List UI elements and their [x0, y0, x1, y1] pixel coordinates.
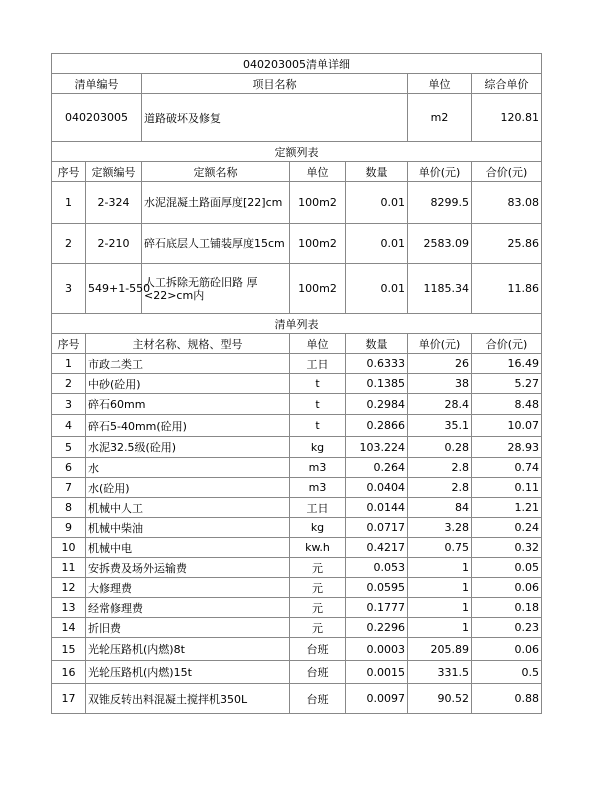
quota-col-name: 定额名称: [142, 162, 290, 182]
material-no: 10: [52, 538, 86, 558]
quota-qty: 0.01: [346, 224, 408, 264]
quota-col-qty: 数量: [346, 162, 408, 182]
material-name: 大修理费: [86, 578, 290, 598]
quota-col-code: 定额编号: [86, 162, 142, 182]
quota-price: 1185.34: [408, 264, 472, 314]
item-name-header: 项目名称: [142, 74, 408, 94]
material-no: 15: [52, 638, 86, 661]
material-name: 碎石5-40mm(砼用): [86, 415, 290, 437]
material-row: [52, 394, 542, 415]
quota-col-price: 单价(元): [408, 162, 472, 182]
material-price: 38: [408, 374, 472, 394]
quota-header-row: [52, 162, 542, 182]
material-total: 10.07: [472, 415, 542, 437]
material-no: 17: [52, 684, 86, 714]
title-row: [52, 54, 542, 74]
materials-header-row: [52, 334, 542, 354]
material-price: 0.28: [408, 437, 472, 458]
material-no: 6: [52, 458, 86, 478]
material-price: 3.28: [408, 518, 472, 538]
quota-col-unit: 单位: [290, 162, 346, 182]
material-row: [52, 618, 542, 638]
material-name: 安拆费及场外运输费: [86, 558, 290, 578]
material-qty: 0.2984: [346, 394, 408, 415]
material-no: 3: [52, 394, 86, 415]
quota-code: 2-324: [86, 182, 142, 224]
material-total: 0.23: [472, 618, 542, 638]
material-name: 水泥32.5级(砼用): [86, 437, 290, 458]
material-qty: 0.2296: [346, 618, 408, 638]
material-no: 1: [52, 354, 86, 374]
material-price: 1: [408, 558, 472, 578]
material-row: [52, 538, 542, 558]
material-total: 0.88: [472, 684, 542, 714]
material-price: 0.75: [408, 538, 472, 558]
material-unit: m3: [290, 478, 346, 498]
material-name: 市政二类工: [86, 354, 290, 374]
material-qty: 0.0404: [346, 478, 408, 498]
quota-price: 8299.5: [408, 182, 472, 224]
material-price: 2.8: [408, 458, 472, 478]
material-no: 8: [52, 498, 86, 518]
material-total: 0.24: [472, 518, 542, 538]
material-row: [52, 354, 542, 374]
materials-section-title: 清单列表: [52, 314, 542, 334]
item-row: [52, 94, 542, 142]
quota-name: 水泥混凝土路面厚度[22]cm: [142, 182, 290, 224]
quota-name: 人工拆除无筋砼旧路 厚<22>cm内: [142, 264, 290, 314]
quota-price: 2583.09: [408, 224, 472, 264]
quota-name: 碎石底层人工铺装厚度15cm: [142, 224, 290, 264]
material-total: 5.27: [472, 374, 542, 394]
material-qty: 0.2866: [346, 415, 408, 437]
material-unit: 台班: [290, 638, 346, 661]
material-unit: 元: [290, 618, 346, 638]
material-name: 光轮压路机(内燃)8t: [86, 638, 290, 661]
material-unit: kg: [290, 437, 346, 458]
quota-qty: 0.01: [346, 264, 408, 314]
material-unit: 工日: [290, 354, 346, 374]
material-row: [52, 518, 542, 538]
material-qty: 0.053: [346, 558, 408, 578]
material-row: [52, 558, 542, 578]
material-price: 28.4: [408, 394, 472, 415]
material-price: 35.1: [408, 415, 472, 437]
material-no: 7: [52, 478, 86, 498]
material-total: 0.11: [472, 478, 542, 498]
material-name: 中砂(砼用): [86, 374, 290, 394]
material-qty: 0.0003: [346, 638, 408, 661]
material-row: [52, 374, 542, 394]
header-row: [52, 74, 542, 94]
material-qty: 0.0595: [346, 578, 408, 598]
material-row: [52, 684, 542, 714]
material-qty: 0.0015: [346, 661, 408, 684]
material-row: [52, 578, 542, 598]
material-qty: 0.0097: [346, 684, 408, 714]
material-unit: kg: [290, 518, 346, 538]
material-unit: m3: [290, 458, 346, 478]
quota-no: 1: [52, 182, 86, 224]
material-name: 折旧费: [86, 618, 290, 638]
material-no: 16: [52, 661, 86, 684]
material-qty: 0.1385: [346, 374, 408, 394]
item-unit: m2: [408, 94, 472, 142]
material-total: 0.5: [472, 661, 542, 684]
material-no: 13: [52, 598, 86, 618]
material-unit: 工日: [290, 498, 346, 518]
material-price: 84: [408, 498, 472, 518]
item-name: 道路破坏及修复: [142, 94, 408, 142]
quota-unit: 100m2: [290, 224, 346, 264]
material-name: 经常修理费: [86, 598, 290, 618]
quota-no: 2: [52, 224, 86, 264]
material-unit: 台班: [290, 661, 346, 684]
material-qty: 0.264: [346, 458, 408, 478]
materials-col-price: 单价(元): [408, 334, 472, 354]
quota-col-no: 序号: [52, 162, 86, 182]
quota-unit: 100m2: [290, 264, 346, 314]
materials-col-qty: 数量: [346, 334, 408, 354]
material-total: 0.74: [472, 458, 542, 478]
material-total: 0.06: [472, 638, 542, 661]
material-name: 光轮压路机(内燃)15t: [86, 661, 290, 684]
materials-section-row: [52, 314, 542, 334]
material-no: 5: [52, 437, 86, 458]
quota-col-total: 合价(元): [472, 162, 542, 182]
material-price: 2.8: [408, 478, 472, 498]
material-price: 1: [408, 578, 472, 598]
bill-code: 040203005: [52, 94, 142, 142]
material-price: 1: [408, 618, 472, 638]
material-total: 28.93: [472, 437, 542, 458]
material-total: 0.32: [472, 538, 542, 558]
material-qty: 0.1777: [346, 598, 408, 618]
material-unit: 台班: [290, 684, 346, 714]
material-qty: 103.224: [346, 437, 408, 458]
material-qty: 0.0144: [346, 498, 408, 518]
unit-header: 单位: [408, 74, 472, 94]
unit-price-header: 综合单价: [472, 74, 542, 94]
quota-total: 11.86: [472, 264, 542, 314]
quota-section-title: 定额列表: [52, 142, 542, 162]
material-unit: kw.h: [290, 538, 346, 558]
material-total: 0.06: [472, 578, 542, 598]
material-price: 26: [408, 354, 472, 374]
material-qty: 0.4217: [346, 538, 408, 558]
material-qty: 0.6333: [346, 354, 408, 374]
material-price: 90.52: [408, 684, 472, 714]
material-price: 205.89: [408, 638, 472, 661]
material-total: 0.05: [472, 558, 542, 578]
item-price: 120.81: [472, 94, 542, 142]
material-row: [52, 415, 542, 437]
materials-col-no: 序号: [52, 334, 86, 354]
quota-total: 25.86: [472, 224, 542, 264]
material-qty: 0.0717: [346, 518, 408, 538]
material-no: 11: [52, 558, 86, 578]
material-row: [52, 458, 542, 478]
bill-code-header: 清单编号: [52, 74, 142, 94]
quota-total: 83.08: [472, 182, 542, 224]
quota-unit: 100m2: [290, 182, 346, 224]
quota-row: [52, 224, 542, 264]
material-unit: 元: [290, 598, 346, 618]
material-name: 水(砼用): [86, 478, 290, 498]
table-title: 040203005清单详细: [52, 54, 542, 74]
material-row: [52, 437, 542, 458]
material-total: 0.18: [472, 598, 542, 618]
material-total: 8.48: [472, 394, 542, 415]
bill-detail-table: [51, 53, 542, 714]
material-name: 机械中柴油: [86, 518, 290, 538]
material-total: 1.21: [472, 498, 542, 518]
materials-col-total: 合价(元): [472, 334, 542, 354]
material-unit: t: [290, 415, 346, 437]
quota-code: 549+1-550: [86, 264, 142, 314]
material-name: 机械中人工: [86, 498, 290, 518]
materials-col-name: 主材名称、规格、型号: [86, 334, 290, 354]
material-total: 16.49: [472, 354, 542, 374]
material-row: [52, 478, 542, 498]
material-name: 机械中电: [86, 538, 290, 558]
quota-no: 3: [52, 264, 86, 314]
quota-section-row: [52, 142, 542, 162]
material-no: 9: [52, 518, 86, 538]
material-row: [52, 598, 542, 618]
material-row: [52, 638, 542, 661]
material-price: 1: [408, 598, 472, 618]
material-unit: 元: [290, 578, 346, 598]
material-no: 12: [52, 578, 86, 598]
material-no: 2: [52, 374, 86, 394]
material-price: 331.5: [408, 661, 472, 684]
material-row: [52, 498, 542, 518]
quota-qty: 0.01: [346, 182, 408, 224]
material-unit: 元: [290, 558, 346, 578]
material-row: [52, 661, 542, 684]
material-unit: t: [290, 394, 346, 415]
material-no: 4: [52, 415, 86, 437]
material-unit: t: [290, 374, 346, 394]
material-name: 双锥反转出料混凝土搅拌机350L: [86, 684, 290, 714]
materials-col-unit: 单位: [290, 334, 346, 354]
quota-row: [52, 264, 542, 314]
material-name: 碎石60mm: [86, 394, 290, 415]
quota-row: [52, 182, 542, 224]
material-name: 水: [86, 458, 290, 478]
quota-code: 2-210: [86, 224, 142, 264]
material-no: 14: [52, 618, 86, 638]
